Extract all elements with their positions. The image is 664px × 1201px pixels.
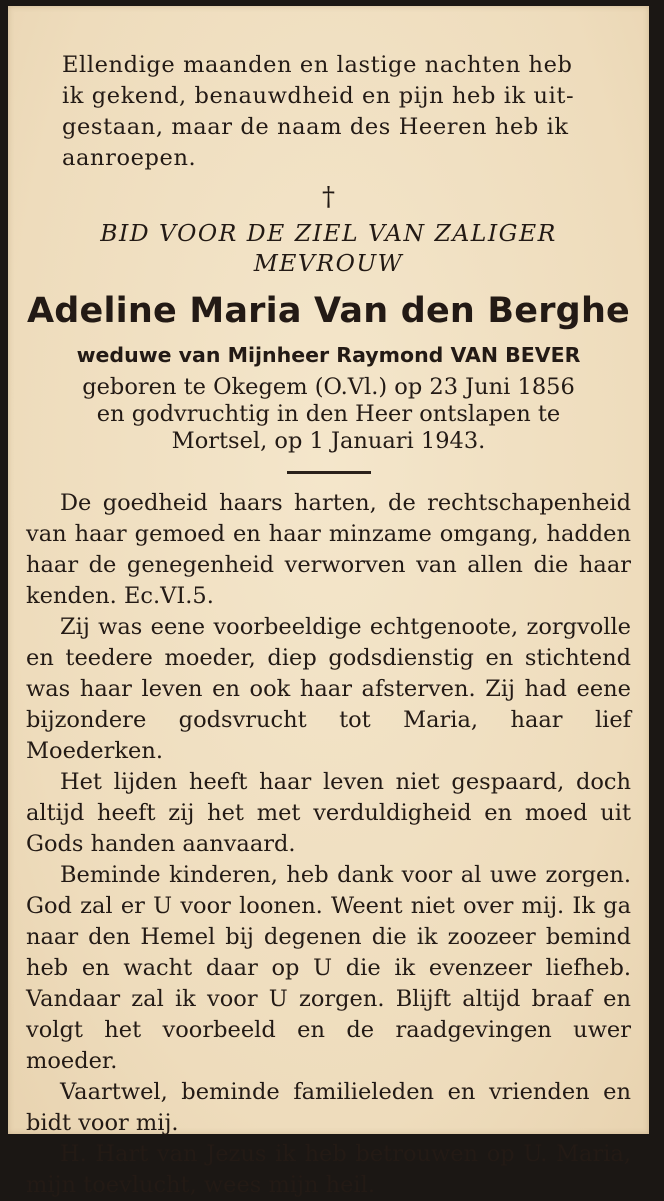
body-text [26,488,631,1201]
card-content [26,50,631,1201]
verse-line: gestaan, maar de naam des Heeren heb ik [62,114,569,140]
opening-verse [62,50,631,174]
body-paragraph: Het lijden heeft haar leven niet gespaard, doch altijd heeft zij het met verduldigheid en moed uit Gods handen aanvaard. [26,769,631,857]
body-paragraph: De goedheid haars harten, de rechtschapenheid van haar gemoed en haar minzame omgang, hadden haar de genegenheid verworven van allen die haar kenden. Ec.VI.5. [26,490,631,609]
memorial-card [8,6,649,1198]
birth-line: en godvruchtig in den Heer ontslapen te [96,401,561,427]
title-mevrouw: MEVROUW [253,249,404,277]
cross-icon: † [322,182,335,212]
divider-rule [287,471,371,474]
verse-line: aanroepen. [62,145,197,171]
body-paragraph: Beminde kinderen, heb dank voor al uwe zorgen. God zal er U voor loonen. Weent niet over mij. Ik ga naar den Hemel bij degenen die ik zoozeer bemind heb en wacht daar op U die ik evenzeer liefheb. Vandaar zal ik voor U zorgen. Blijft altijd braaf en volgt het voorbeeld en de raadgevingen uwer moeder. [26,862,631,1074]
deceased-name: Adeline Maria Van den Berghe [27,291,630,331]
prayer-line: BID VOOR DE ZIEL VAN ZALIGER [100,219,557,247]
verse-line: Ellendige maanden en lastige nachten heb [62,52,573,78]
birth-death-details [26,374,631,455]
birth-line: Mortsel, op 1 Januari 1943. [171,428,486,454]
body-paragraph: H. Hart van Jezus ik heb betrouwen op U. Maria, mijn toevlucht, wees mijn heil. [26,1141,631,1198]
body-paragraph: Zij was eene voorbeeldige echtgenoote, zorgvolle en teedere moeder, diep godsdienstig en stichtend was haar leven en ook haar afsterven. Zij had eene bijzondere godsvrucht tot Maria, haar lief Moederken. [26,614,631,764]
birth-line: geboren te Okegem (O.Vl.) op 23 Juni 1856 [82,374,575,400]
widow-line: weduwe van Mijnheer Raymond VAN BEVER [76,343,581,367]
verse-line: ik gekend, benauwdheid en pijn heb ik uit- [62,83,575,109]
body-paragraph: Vaartwel, beminde familieleden en vrienden en bidt voor mij. [26,1079,631,1136]
